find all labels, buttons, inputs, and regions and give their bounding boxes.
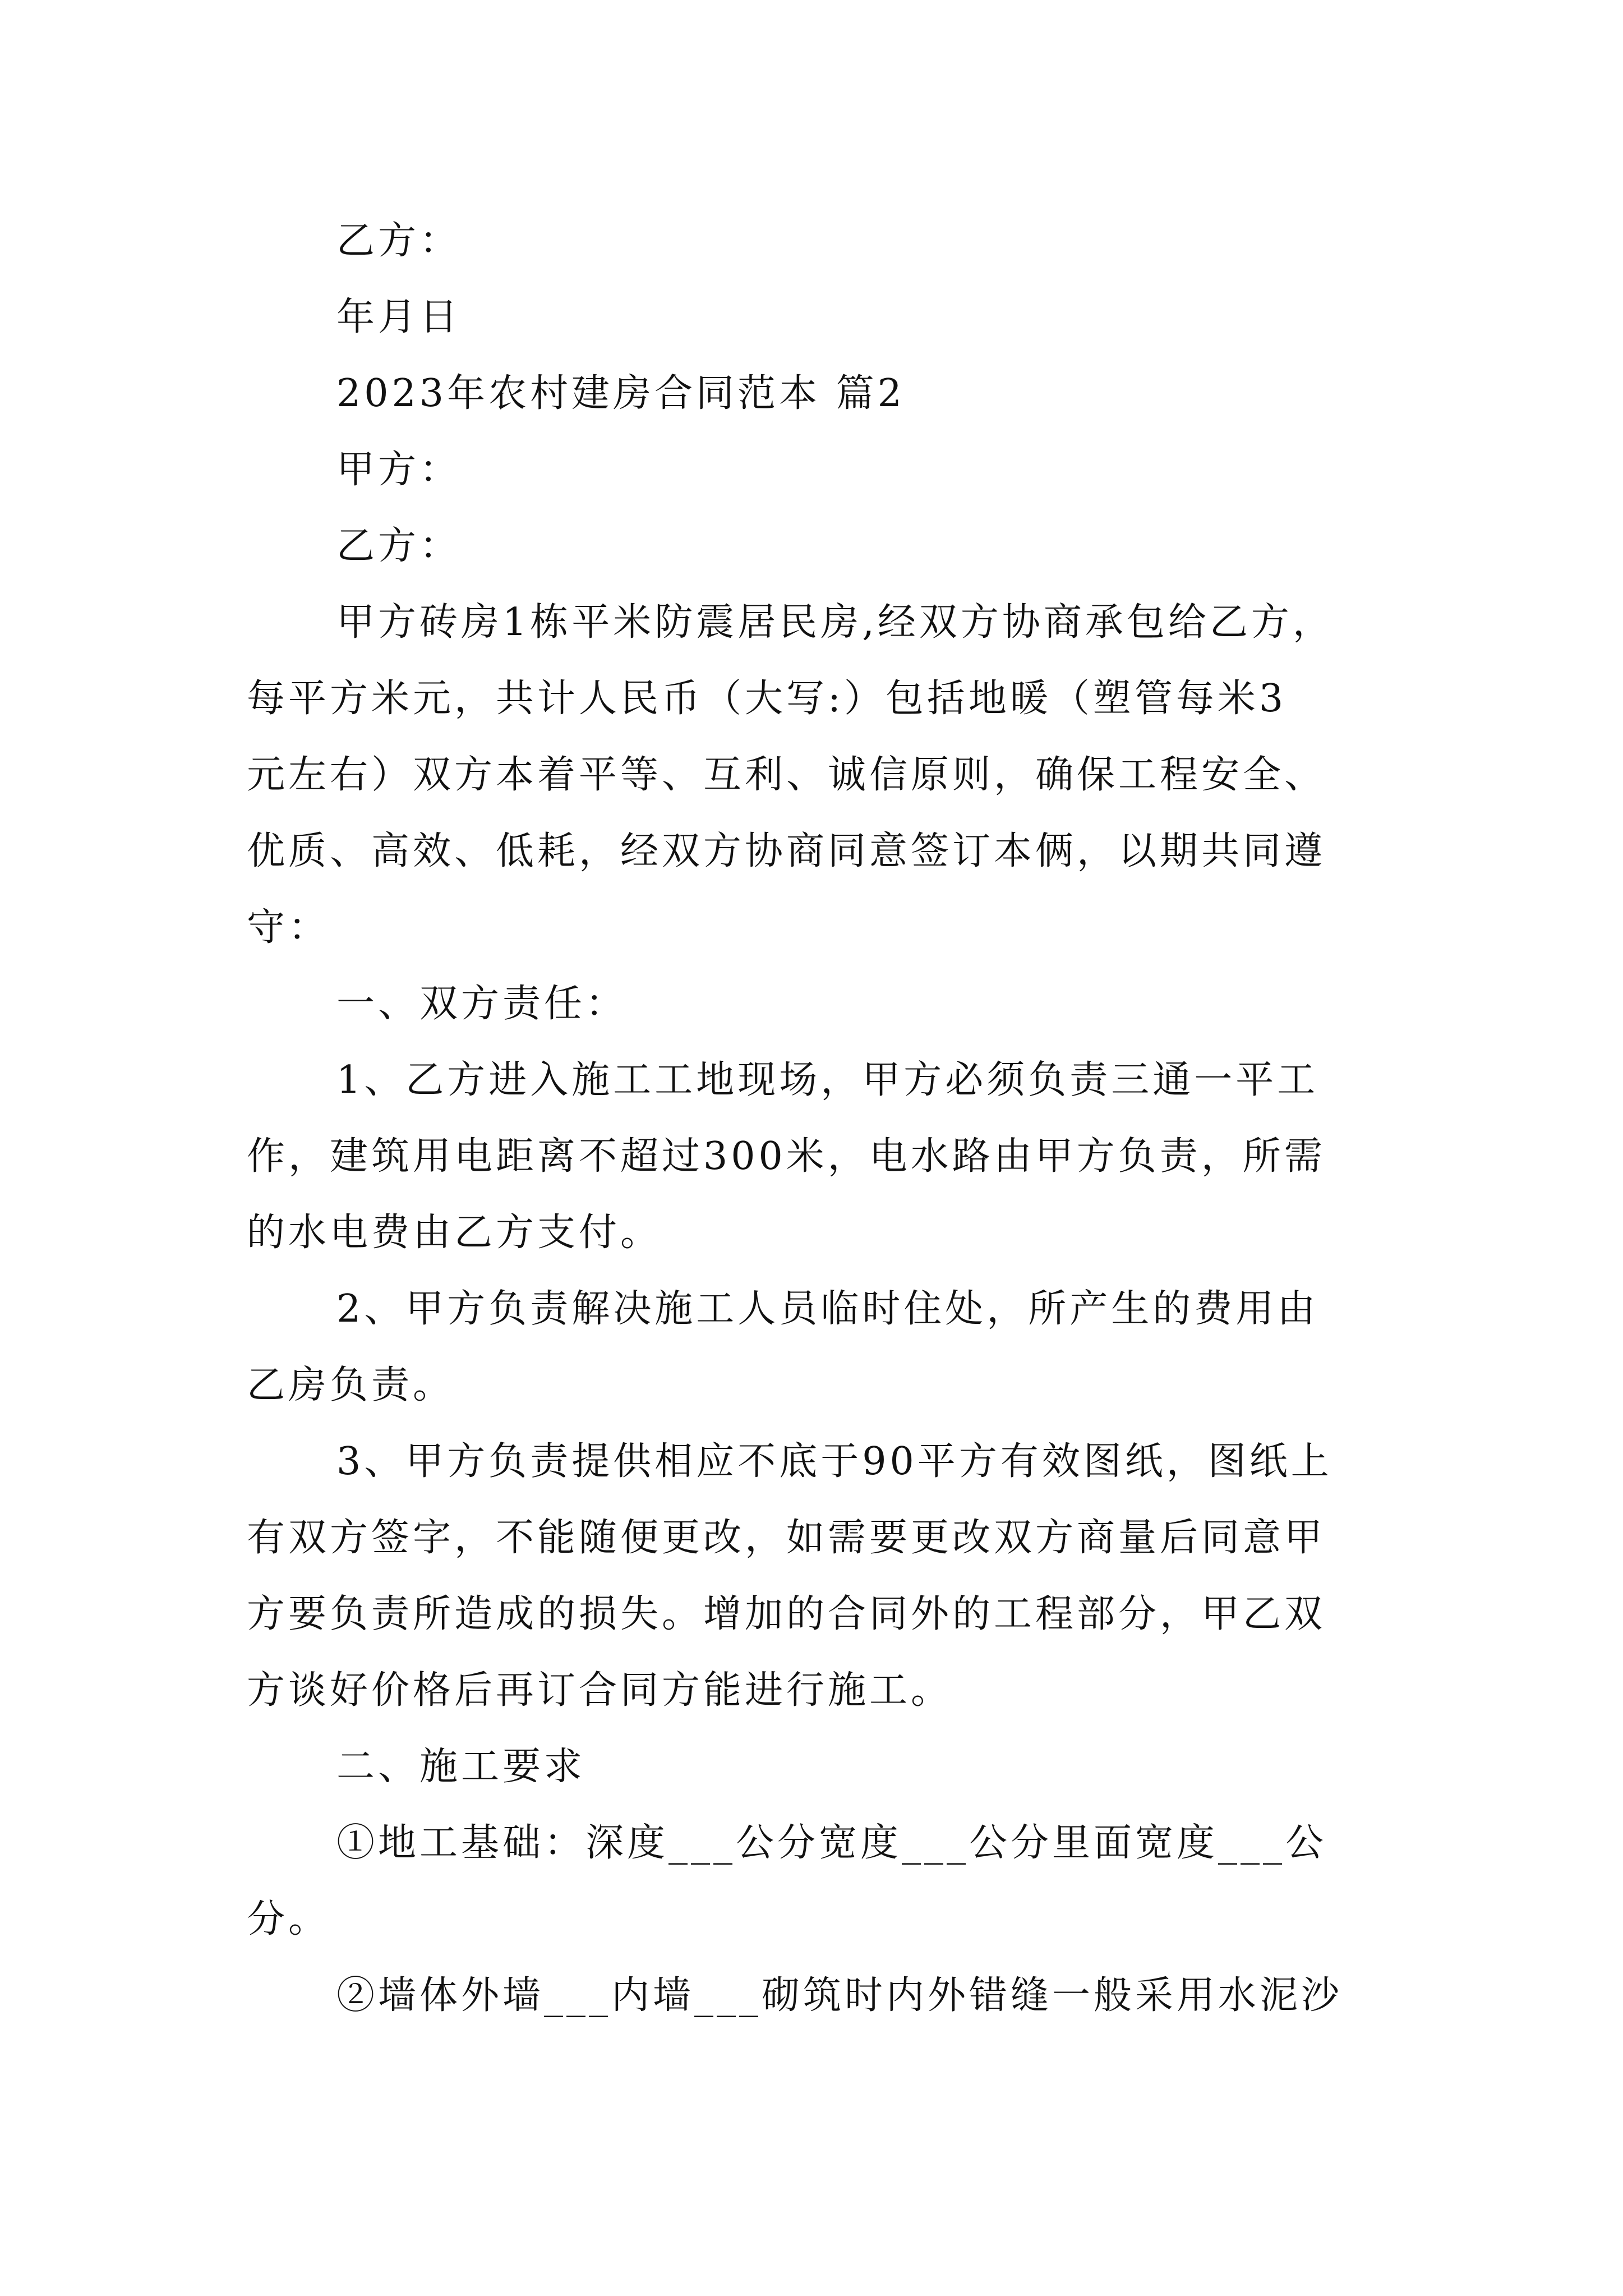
text-line: 每平方米元，共计人民币（大写:）包括地暖（塑管每米3	[247, 677, 1287, 721]
party-b-label: 乙方：	[336, 219, 462, 263]
text-line: 元左右）双方本着平等、互利、诚信原则，确保工程安全、	[247, 753, 1326, 797]
text-line: 方要负责所造成的损失。增加的合同外的工程部分，甲乙双	[247, 1592, 1326, 1636]
text-line: 1、乙方进入施工工地现场，甲方必须负责三通一平工	[336, 1058, 1319, 1102]
party-b-label-2: 乙方：	[336, 524, 462, 568]
party-a-label: 甲方：	[336, 448, 462, 492]
responsibility-item-3	[247, 1424, 1408, 1729]
text-line: 作，建筑用电距离不超过300米，电水路由甲方负责，所需	[247, 1134, 1326, 1179]
document-body	[247, 203, 1408, 2034]
text-line: 有双方签字，不能随便更改，如需要更改双方商量后同意甲	[247, 1516, 1326, 1560]
responsibility-item-1	[247, 1042, 1408, 1271]
text-line: 方谈好价格后再订合同方能进行施工。	[247, 1668, 953, 1713]
text-line: ①地工基础：深度___公分宽度___公分里面宽度___公	[336, 1821, 1327, 1865]
text-line: ②墙体外墙___内墙___砌筑时内外错缝一般采用水泥沙	[336, 1973, 1343, 2018]
text-line: 优质、高效、低耗，经双方协商同意签订本俩，以期共同遵	[247, 829, 1326, 873]
date-line: 年月日	[336, 295, 462, 339]
text-line: 乙房负责。	[247, 1363, 455, 1407]
requirement-foundation	[247, 1805, 1408, 1958]
text-line: 的水电费由乙方支付。	[247, 1211, 662, 1255]
text-line: 3、甲方负责提供相应不底于90平方有效图纸，图纸上	[336, 1439, 1332, 1484]
requirement-walls	[247, 1958, 1408, 2034]
text-line: 守：	[247, 905, 330, 950]
responsibility-item-2	[247, 1271, 1408, 1424]
contract-title: 2023年农村建房合同范本 篇2	[336, 371, 905, 416]
intro-paragraph	[247, 585, 1408, 966]
text-line: 分。	[247, 1897, 330, 1941]
section-heading-construction-requirements: 二、施工要求	[336, 1745, 586, 1789]
section-heading-responsibilities: 一、双方责任：	[336, 982, 628, 1026]
text-line: 2、甲方负责解决施工人员临时住处，所产生的费用由	[336, 1287, 1319, 1331]
text-line: 甲方砖房1栋平米防震居民房,经双方协商承包给乙方，	[336, 600, 1334, 645]
